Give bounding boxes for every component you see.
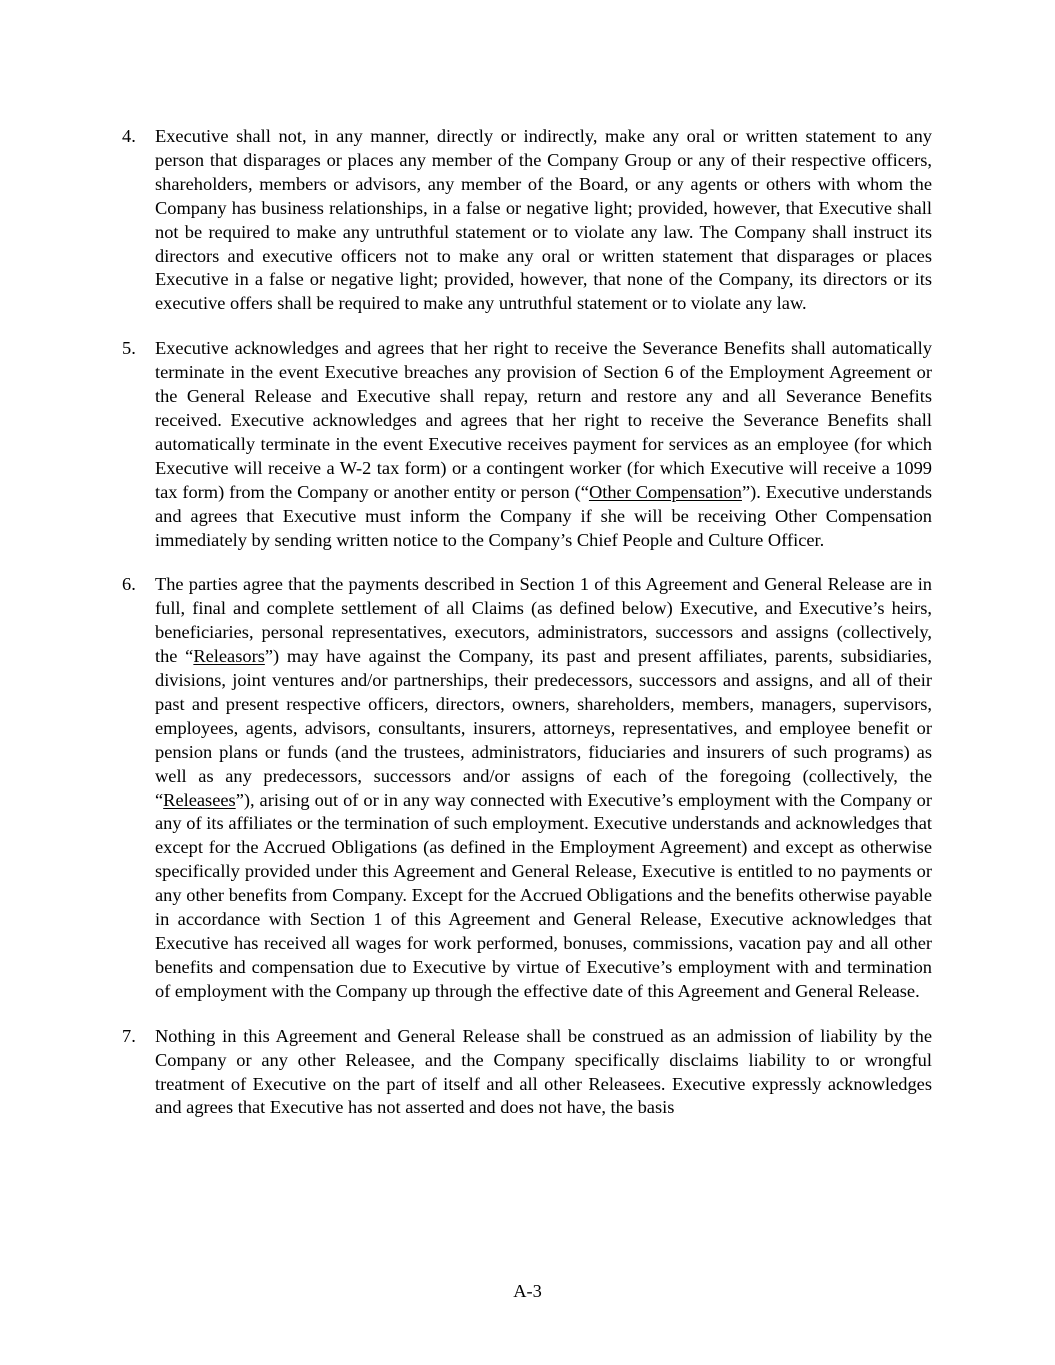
clause-text-segment: Executive acknowledges and agrees that her right to receive the Severance Benefits shall automatically terminate in the event Executive breaches any provision of Section 6 of the Employment Agreement or the General Release and Executive shall repay, return and restore any and all Severance Benefits received. Executive acknowledges and agrees that her right to receive the Severance Benefits shall automatically terminate in the event Executive receives payment for services as an employee (for which Executive will receive a W-2 tax form) or a contingent worker (for which Executive will receive a 1099 tax form) from the Company or another entity or person (“ [155, 338, 932, 502]
clause-text-segment: ”). Executive understands and agrees that Executive must inform the Company if she will be receiving Other Compensation immediately by sending written notice to the Company’s Chief People and Culture Officer. [155, 481, 932, 550]
clause-list [122, 125, 932, 1141]
clause-number: 5. [122, 338, 136, 359]
defined-term-releasors: Releasors [193, 646, 265, 667]
page-number: A-3 [513, 1281, 542, 1301]
clause-5 [122, 337, 932, 552]
clause-text [155, 573, 932, 1003]
clause-text-segment: The parties agree that the payments described in Section 1 of this Agreement and General Release are in full, final and complete settlement of all Claims (as defined below) Executive, and Executive’s heirs, beneficiaries, personal representatives, executors, administrators, successors and assigns (collectively, the “ [155, 574, 932, 667]
clause-number: 6. [122, 574, 136, 595]
clause-text-segment: ”), arising out of or in any way connected with Executive’s employment with the Company or any of its affiliates or the termination of such employment. Executive understands and acknowledges that except for the Accrued Obligations (as defined in the Employment Agreement) and except as otherwise specifically provided under this Agreement and General Release, Executive is entitled to no payments or any other benefits from Company. Except for the Accrued Obligations and the benefits otherwise payable in accordance with Section 1 of this Agreement and General Release, Executive acknowledges that Executive has received all wages for work performed, bonuses, commissions, vacation pay and all other benefits and compensation due to Executive by virtue of Executive’s employment with and termination of employment with the Company up through the effective date of this Agreement and General Release. [155, 789, 932, 1001]
clause-text [155, 125, 932, 316]
defined-term-releasees: Releasees [163, 789, 236, 810]
clause-4 [122, 125, 932, 316]
clause-text [155, 337, 932, 552]
clause-text-segment: ”) may have against the Company, its past and present affiliates, parents, subsidiaries, divisions, joint ventures and/or partnerships, their predecessors, successors and assigns, and all of their past and present respective officers, directors, owners, shareholders, members, managers, supervisors, employees, agents, advisors, consultants, insurers, attorneys, representatives, and employee benefit or pension plans or funds (and the trustees, administrators, fiduciaries and insurers of such programs) as well as any predecessors, successors and/or assigns of each of the foregoing (collectively, the “ [155, 646, 932, 810]
clause-text-segment: Nothing in this Agreement and General Release shall be construed as an admission of liability by the Company or any other Releasee, and the Company specifically disclaims liability to or wrongful treatment of Executive on the part of itself and all other Releasees. Executive expressly acknowledges and agrees that Executive has not asserted and does not have, the basis [155, 1025, 932, 1118]
clause-number: 7. [122, 1025, 136, 1046]
clause-text [155, 1025, 932, 1121]
clause-7 [122, 1025, 932, 1121]
clause-6 [122, 573, 932, 1003]
defined-term-other-compensation: Other Compensation [588, 481, 742, 502]
clause-text-segment: Executive shall not, in any manner, directly or indirectly, make any oral or written statement to any person that disparages or places any member of the Company Group or any of their respective officers, shareholders, members or advisors, any member of the Board, or any agents or others with whom the Company has business relationships, in a false or negative light; provided, however, that Executive shall not be required to make any untruthful statement or to violate any law. The Company shall instruct its directors and executive officers not to make any oral or written statement that disparages or places Executive in a false or negative light; provided, however, that none of the Company, its directors or its executive offers shall be required to make any untruthful statement or to violate any law. [155, 126, 932, 314]
clause-number: 4. [122, 126, 136, 146]
